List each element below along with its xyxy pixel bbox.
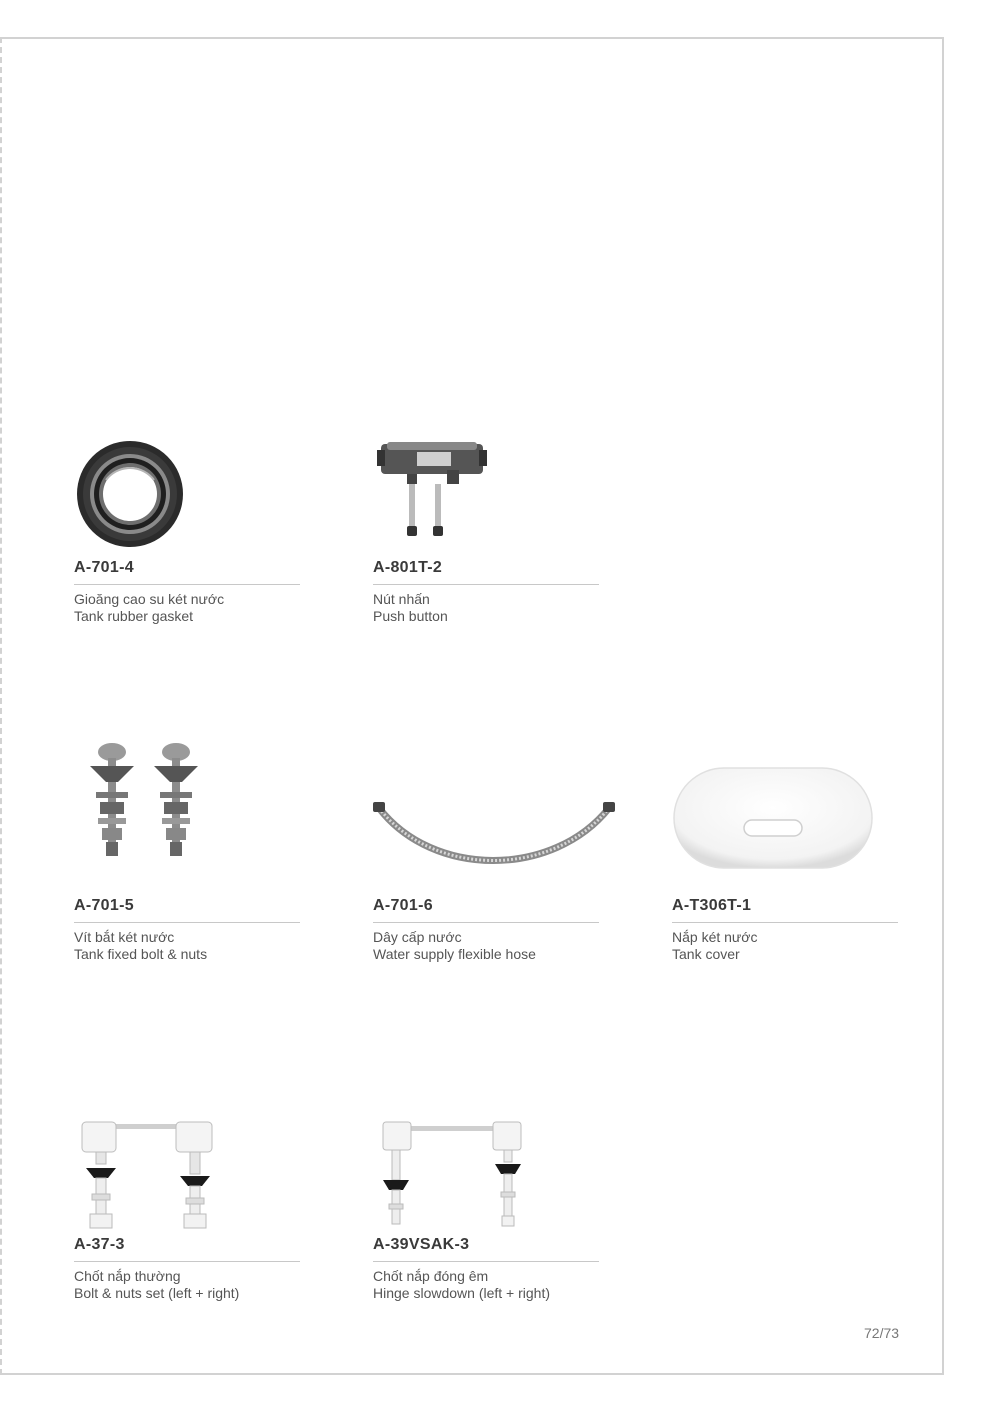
hinge-slowdown-icon xyxy=(381,1120,531,1232)
tank-cover-icon xyxy=(672,766,874,870)
rubber-gasket-icon xyxy=(76,440,184,548)
product-name-en: Push button xyxy=(373,608,448,624)
product-name-vi: Vít bắt két nước xyxy=(74,929,175,945)
product-code: A-39VSAK-3 xyxy=(373,1236,470,1253)
product-name-en: Bolt & nuts set (left + right) xyxy=(74,1285,240,1301)
product-name-vi: Chốt nắp đóng êm xyxy=(373,1268,489,1284)
product-description xyxy=(74,591,224,625)
product-description xyxy=(672,929,757,963)
product-code: A-37-3 xyxy=(74,1236,125,1253)
product-name-vi: Dây cấp nước xyxy=(373,929,462,945)
product-description xyxy=(373,1268,550,1302)
product-item xyxy=(672,742,900,968)
product-name-vi: Nút nhấn xyxy=(373,591,430,607)
product-code: A-T306T-1 xyxy=(672,897,752,914)
product-name-en: Water supply flexible hose xyxy=(373,946,536,962)
product-name-vi: Nắp két nước xyxy=(672,929,758,945)
product-item xyxy=(373,1120,601,1310)
tank-bolt-icon xyxy=(88,742,208,860)
product-description xyxy=(373,591,448,625)
divider xyxy=(373,922,599,923)
product-name-en: Hinge slowdown (left + right) xyxy=(373,1285,551,1301)
product-item xyxy=(373,440,601,630)
product-name-en: Tank rubber gasket xyxy=(74,608,194,624)
divider xyxy=(373,584,599,585)
product-code: A-701-5 xyxy=(74,897,134,914)
push-button-icon xyxy=(377,440,487,540)
divider xyxy=(74,922,300,923)
product-name-en: Tank cover xyxy=(672,946,740,962)
divider xyxy=(74,584,300,585)
product-name-vi: Gioăng cao su két nước xyxy=(74,591,225,607)
product-code: A-701-6 xyxy=(373,897,433,914)
page-number: 72/73 xyxy=(864,1325,900,1341)
product-description xyxy=(373,929,536,963)
product-item xyxy=(74,742,302,968)
divider xyxy=(373,1261,599,1262)
divider xyxy=(74,1261,300,1262)
product-description xyxy=(74,929,207,963)
product-name-en: Tank fixed bolt & nuts xyxy=(74,946,208,962)
product-code: A-801T-2 xyxy=(373,559,443,576)
bolt-nuts-set-icon xyxy=(78,1120,222,1232)
product-code: A-701-4 xyxy=(74,559,134,576)
flexible-hose-icon xyxy=(373,800,617,870)
product-item xyxy=(373,742,601,968)
divider xyxy=(672,922,898,923)
product-name-vi: Chốt nắp thường xyxy=(74,1268,181,1284)
product-description xyxy=(74,1268,239,1302)
product-item xyxy=(74,440,302,630)
product-item xyxy=(74,1120,302,1310)
